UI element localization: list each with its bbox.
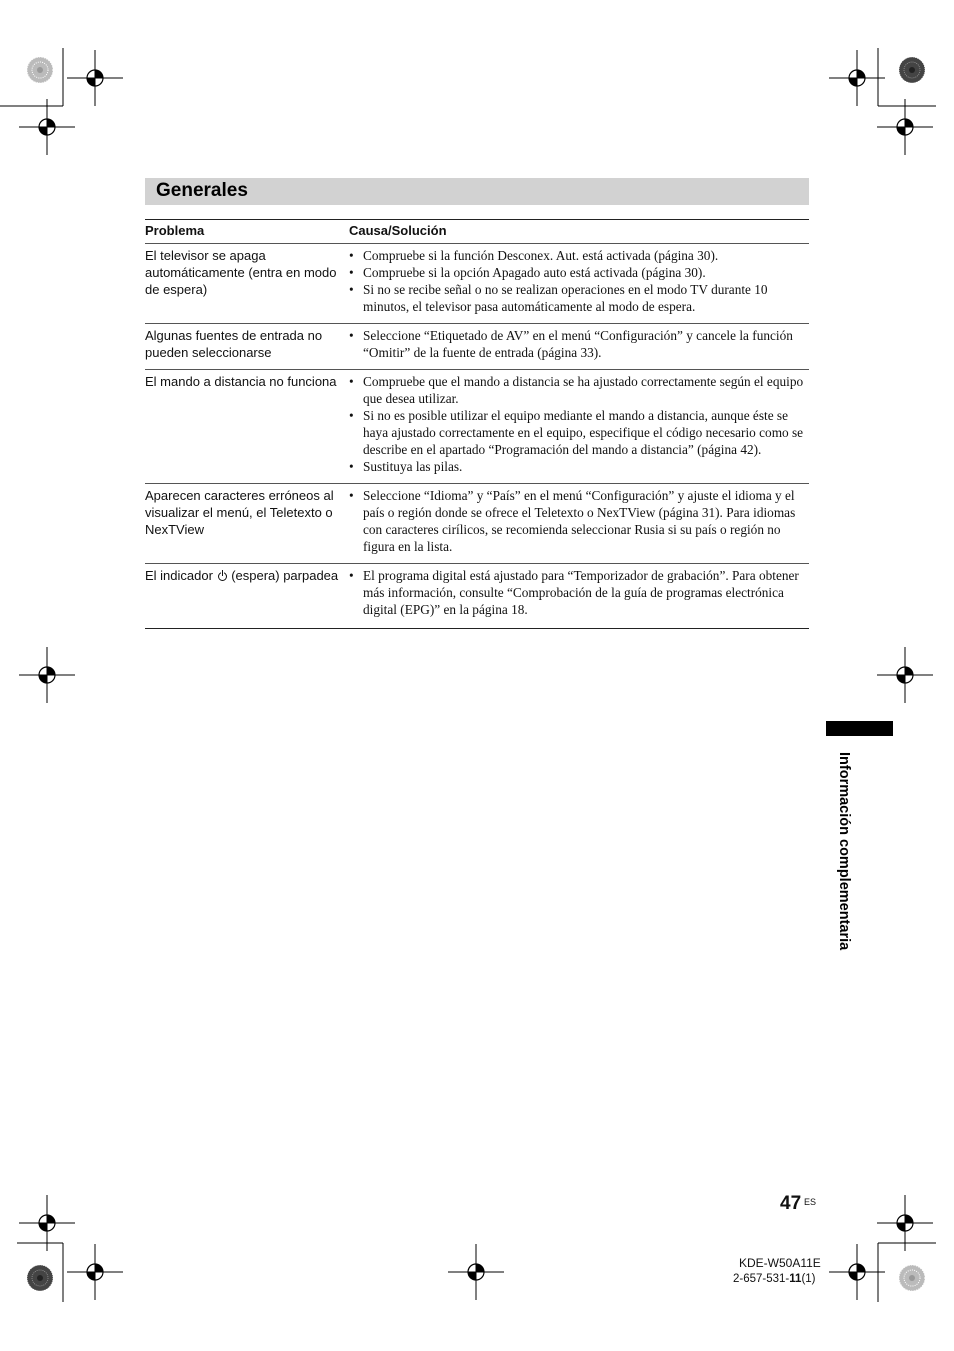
page-language-code: ES	[804, 1197, 817, 1207]
side-tab-marker	[826, 721, 893, 736]
problem-cell: Aparecen caracteres erróneos al visualizar el menú, el Teletexto o NexTView	[145, 484, 349, 564]
solution-cell	[349, 484, 809, 564]
section-header	[145, 178, 809, 205]
troubleshooting-table	[145, 219, 809, 629]
model-number: KDE-W50A11E	[739, 1256, 821, 1270]
part-number-suffix: (1)	[801, 1273, 816, 1285]
solution-cell	[349, 324, 809, 370]
solution-item: • Compruebe si la opción Apagado auto está activada (página 30).	[349, 264, 809, 281]
solution-list	[349, 327, 809, 361]
table-row	[145, 564, 809, 629]
power-standby-icon	[218, 572, 227, 581]
solution-cell	[349, 244, 809, 324]
solution-item: • Compruebe que el mando a distancia se ha ajustado correctamente según el equipo que desea utilizar.	[349, 373, 809, 407]
problem-cell	[145, 564, 349, 629]
solution-cell	[349, 370, 809, 484]
table-header-row	[145, 220, 809, 244]
side-tab-label: Información complementaria	[836, 752, 852, 951]
problem-cell: El televisor se apaga automáticamente (entra en modo de espera)	[145, 244, 349, 324]
solution-item: • Si no es posible utilizar el equipo mediante el mando a distancia, aunque éste se haya ajustado correctamente en el equipo, especifique el código necesario como se describe en el apartado “Programación del mando a distancia” (página 42).	[349, 407, 809, 458]
table-row	[145, 324, 809, 370]
solution-cell	[349, 564, 809, 629]
table-row	[145, 370, 809, 484]
part-number-prefix: 2-657-531-	[733, 1273, 790, 1285]
problem-text-after-icon: (espera) parpadea	[231, 568, 339, 583]
solution-item: • Compruebe si la función Desconex. Aut. está activada (página 30).	[349, 247, 809, 264]
solution-item: • Seleccione “Etiquetado de AV” en el menú “Configuración” y cancele la función “Omitir” de la fuente de entrada (página 33).	[349, 327, 809, 361]
table-row	[145, 484, 809, 564]
section-title: Generales	[156, 180, 248, 201]
page-number: 47	[780, 1193, 802, 1214]
solution-list	[349, 247, 809, 315]
solution-list	[349, 373, 809, 475]
solution-item: • Si no se recibe señal o no se realizan operaciones en el modo TV durante 10 minutos, el televisor pasa automáticamente al modo de espera.	[349, 281, 809, 315]
solution-list	[349, 567, 809, 618]
part-number-bold: 11	[789, 1273, 802, 1285]
column-header-solution: Causa/Solución	[349, 220, 809, 244]
problem-text-before-icon: El indicador	[145, 568, 213, 583]
table-row	[145, 244, 809, 324]
solution-item: • Seleccione “Idioma” y “País” en el menú “Configuración” y ajuste el idioma y el país o región donde se ofrece el Teletexto o NexTView (página 31). Para idiomas con caracteres cirílicos, se recomienda seleccionar Rusia si su país o región no figura en la lista.	[349, 487, 809, 555]
column-header-problem: Problema	[145, 220, 349, 244]
solution-item: • Sustituya las pilas.	[349, 458, 809, 475]
part-number	[733, 1273, 816, 1285]
problem-cell: El mando a distancia no funciona	[145, 370, 349, 484]
solution-item: • El programa digital está ajustado para “Temporizador de grabación”. Para obtener más información, consulte “Comprobación de la guía de programas electrónica digital (EPG)” en la página 18.	[349, 567, 809, 618]
problem-cell: Algunas fuentes de entrada no pueden seleccionarse	[145, 324, 349, 370]
solution-list	[349, 487, 809, 555]
